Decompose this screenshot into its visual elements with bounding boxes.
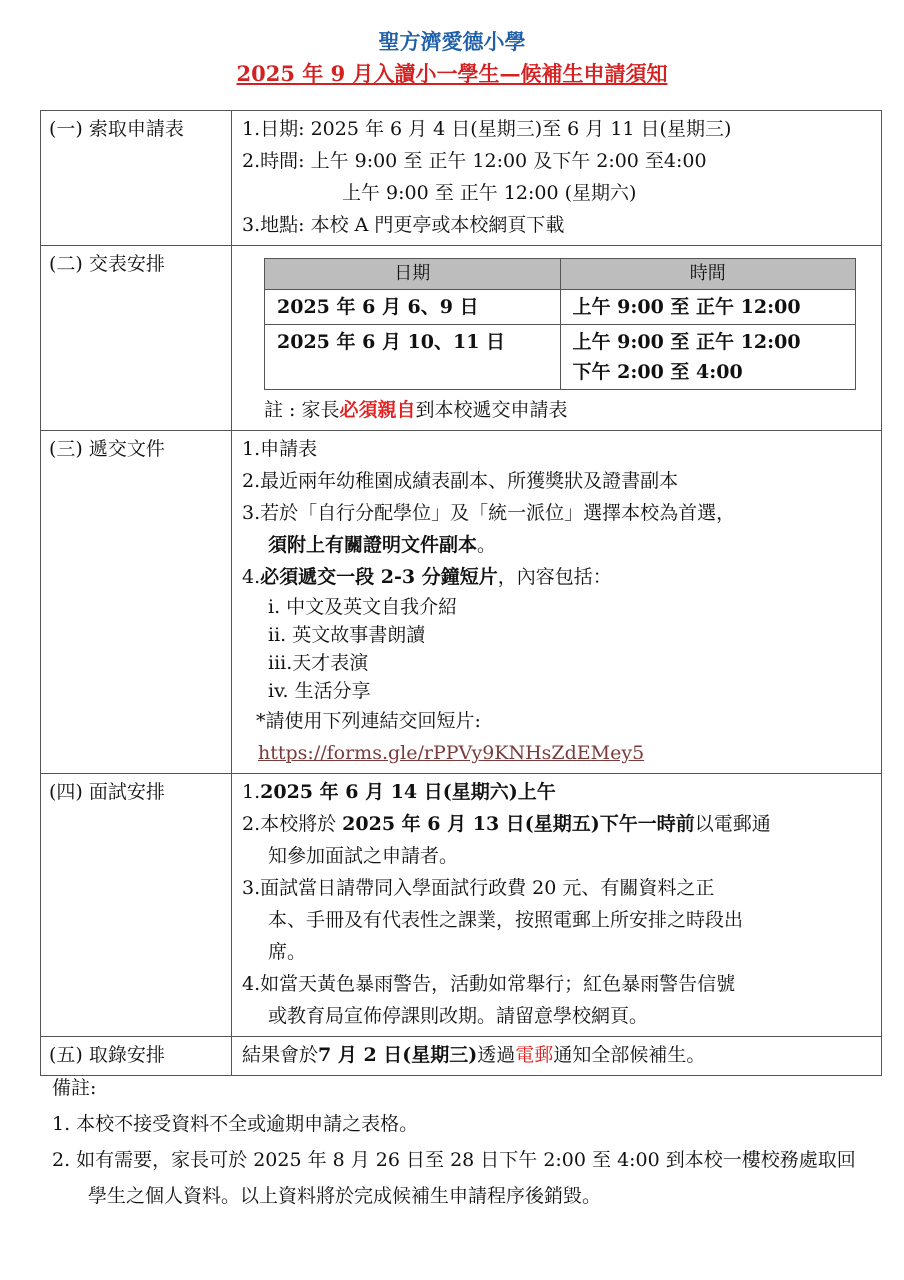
cell-date: 2025 年 6 月 6、9 日 <box>265 290 561 325</box>
s1-place: 3.地點: 本校 A 門更亭或本校網頁下載 <box>242 214 565 236</box>
section-row-4: (四) 面試安排 1.2025 年 6 月 14 日(星期六)上午 2.本校將於 2025 年 6 月 13 日(星期五)下午一時前以電郵通 知參加面試之申請者。 3.面試當日請帶同入學面試行政費 20 元、有關資料之正 本、手冊及有代表性之課業，按照電郵上所安排之時段出 席。 4.如當天黃色暴雨警告，活動如常舉行；紅色暴雨警告信號 或教育局宣佈停課則改期。請留意學校網頁。 <box>41 774 882 1037</box>
col-header-time: 時間 <box>560 259 855 290</box>
cell-time: 上午 9:00 至 正午 12:00 下午 2:00 至 4:00 <box>560 325 855 390</box>
section-label: (一) 索取申請表 <box>41 111 232 246</box>
list-item: i. 中文及英文自我介紹 <box>268 596 458 618</box>
cell-time: 上午 9:00 至 正午 12:00 <box>560 290 855 325</box>
video-submit-link[interactable]: https://forms.gle/rPPVy9KNHsZdEMey5 <box>258 742 645 764</box>
s3-item-2: 2.最近兩年幼稚園成績表副本、所獲獎狀及證書副本 <box>242 470 679 492</box>
s5-content: 結果會於7 月 2 日(星期三)透過電郵通知全部候補生。 <box>232 1037 882 1076</box>
page-title: 2025 年 9 月入讀小一學生—候補生申請須知 <box>236 61 668 86</box>
s1-date: 1.日期: 2025 年 6 月 4 日(星期三)至 6 月 11 日(星期三) <box>242 118 732 140</box>
section-label: (五) 取錄安排 <box>41 1037 232 1076</box>
table-row <box>265 290 856 325</box>
s4-item-3: 3.面試當日請帶同入學面試行政費 20 元、有關資料之正 <box>242 877 715 899</box>
table-row <box>265 325 856 390</box>
s3-item-4: 4.必須遞交一段 2-3 分鐘短片，內容包括： <box>242 566 612 588</box>
section-row-1 <box>41 111 882 246</box>
section-row-2 <box>41 246 882 431</box>
school-name: 聖方濟愛德小學 <box>378 29 526 54</box>
s3-item-3: 3.若於「自行分配學位」及「統一派位」選擇本校為首選， <box>242 502 736 524</box>
remark-item: 1. 本校不接受資料不全或逾期申請之表格。 <box>52 1113 419 1135</box>
s4-item-1: 1.2025 年 6 月 14 日(星期六)上午 <box>242 781 556 803</box>
section-label: (四) 面試安排 <box>41 774 232 1037</box>
link-note: *請使用下列連結交回短片: <box>256 710 481 732</box>
list-item: iv. 生活分享 <box>268 680 371 702</box>
list-item: ii. 英文故事書朗讀 <box>268 624 426 646</box>
s3-item-1: 1.申請表 <box>242 438 318 460</box>
list-item: iii.天才表演 <box>268 652 369 674</box>
s4-item-4: 4.如當天黃色暴雨警告，活動如常舉行；紅色暴雨警告信號 <box>242 973 736 995</box>
s4-item-2: 2.本校將於 2025 年 6 月 13 日(星期五)下午一時前以電郵通 <box>242 813 771 835</box>
col-header-date: 日期 <box>265 259 561 290</box>
info-table <box>40 110 882 1076</box>
remarks-heading: 備註: <box>52 1077 97 1099</box>
remark-item: 2. 如有需要，家長可於 2025 年 8 月 26 日至 28 日下午 2:00 至 4:00 到本校一樓校務處取回學生之個人資料。以上資料將於完成候補生申請程序後銷毀。 <box>52 1149 856 1207</box>
s2-note: 註 : 家長必須親自到本校遞交申請表 <box>264 399 568 421</box>
remarks <box>52 1070 872 1214</box>
s1-time: 2.時間: 上午 9:00 至 正午 12:00 及下午 2:00 至4:00 <box>242 150 707 172</box>
submission-schedule-table <box>264 258 856 390</box>
section-label: (二) 交表安排 <box>41 246 232 431</box>
section-row-3: (三) 遞交文件 1.申請表 2.最近兩年幼稚園成績表副本、所獲獎狀及證書副本 3.若於「自行分配學位」及「統一派位」選擇本校為首選， 須附上有關證明文件副本。 4.必須遞交一段 2-3 分鐘短片，內容包括： i. 中文及英文自我介紹 ii. 英文故事書朗讀 iii.天才表演 iv. 生活分享 *請使用下列連結交回短片: https://forms.gle/rPPVy9KNHsZdEMey5 <box>41 431 882 774</box>
section-label: (三) 遞交文件 <box>41 431 232 774</box>
s1-time-sat: 上午 9:00 至 正午 12:00 (星期六) <box>342 182 637 204</box>
cell-date: 2025 年 6 月 10、11 日 <box>265 325 561 390</box>
